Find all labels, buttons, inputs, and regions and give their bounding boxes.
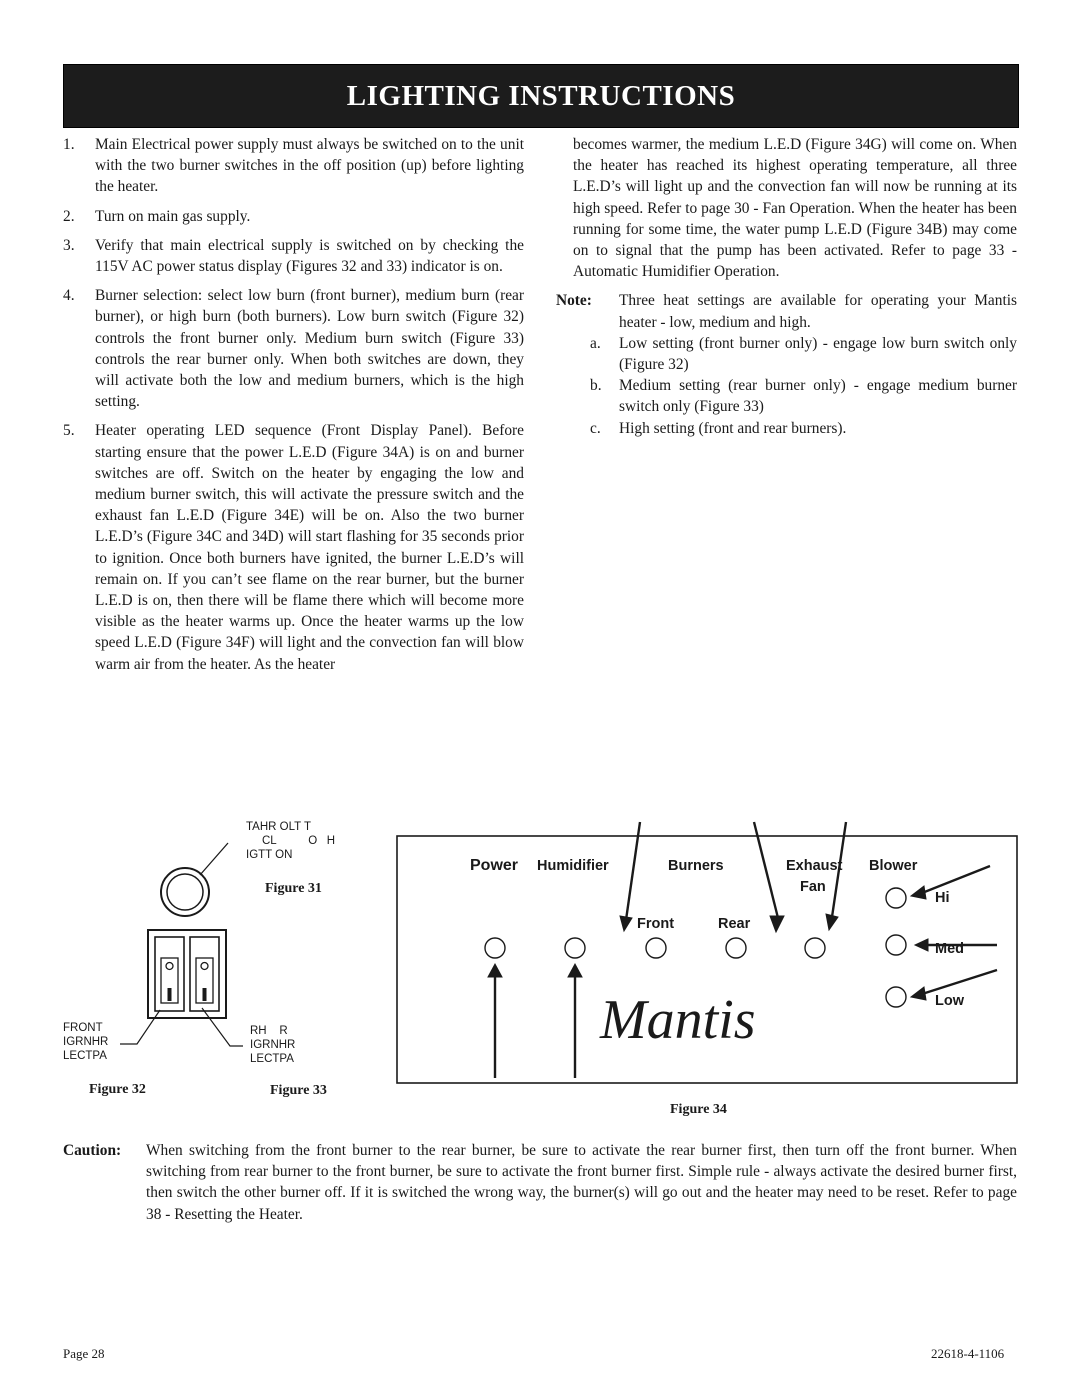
page-title: LIGHTING INSTRUCTIONS: [346, 80, 736, 112]
step-number: 5.: [63, 422, 75, 440]
blower-med-led-icon: [886, 935, 906, 955]
burners-label: Burners: [668, 858, 724, 874]
label-line: TAHR OLT T: [246, 821, 311, 833]
front-label: Front: [637, 916, 675, 932]
label-line: LECTPA: [63, 1050, 107, 1062]
label-line: RH R: [250, 1025, 288, 1037]
figure-33-caption: Figure 33: [270, 1083, 327, 1098]
label-line: LECTPA: [250, 1053, 294, 1065]
note-item-letter: b.: [590, 377, 602, 395]
label-line: CL O H: [262, 835, 336, 847]
mantis-logo: Mantis: [600, 989, 756, 1051]
step-number: 4.: [63, 287, 75, 305]
humidifier-label: Humidifier: [537, 858, 609, 874]
fan-label: Fan: [800, 879, 826, 895]
step-number: 3.: [63, 236, 75, 254]
label-line: FRONT: [63, 1022, 103, 1034]
note-item-letter: a.: [590, 334, 601, 352]
step-text: Verify that main electrical supply is switched on by checking the 115V AC power status display (Figures 32 and 33) indicator is on.: [95, 236, 524, 276]
caution-block: [63, 1140, 1017, 1225]
power-led-icon: [485, 938, 505, 958]
step-text: Burner selection: select low burn (front burner), medium burn (rear burner), or high burn (both burners). Low burn switch (Figure 32) controls the front burner only. Medium burn switch (Figure 33) controls the rear burner only. When both switches are down, they will activate both the low and medium burners, which is the high setting.: [95, 287, 524, 411]
blower-hi-led-icon: [886, 888, 906, 908]
label-line: IGRNHR: [63, 1036, 109, 1048]
note-item-letter: c.: [590, 419, 601, 437]
step-number: 1.: [63, 136, 75, 153]
exhaust-fan-led-icon: [805, 938, 825, 958]
med-label: Med: [935, 941, 964, 957]
step-number: 2.: [63, 207, 75, 225]
exhaust-label: Exhaust: [786, 858, 843, 874]
label-line: IGTT ON: [246, 849, 293, 861]
hi-label: Hi: [935, 890, 950, 906]
note-item-text: High setting (front and rear burners).: [619, 419, 847, 437]
step-5-continued: becomes warmer, the medium L.E.D (Figure 34G) will come on. When the heater has reached its highest operating temperature, all three L.E.D’s will light up and the convection fan will now be running at its high speed. Refer to page 30 - Fan Operation. When the heater has been running for some time, the water pump L.E.D (Figure 34B) may come on to signal that the pump has been activated. Refer to page 33 - Automatic Humidifier Operation.: [573, 136, 1017, 281]
step-text: Heater operating LED sequence (Front Display Panel). Before starting ensure that the power L.E.D (Figure 34A) is on and burner switches are off. Switch on the heater by engaging the low and medium burner switch, this will activate the pressure switch and the exhaust fan L.E.D (Figure 34E) will be on. Also the two burner L.E.D’s (Figure 34C and 34D) will start flashing for 35 seconds prior to ignition. Once both burners have ignited, the burner L.E.D’s will remain on. If you can’t see flame on the rear burner, but the burner L.E.D is on, then there will be flame there which will become more visible as the heater warms up. Once the heater warms up the low speed L.E.D (Figure 34F) will light and the convection fan will blow warm air from the heater. As the heater: [95, 422, 524, 673]
figure-34-caption: Figure 34: [670, 1102, 727, 1117]
figure-32-caption: Figure 32: [89, 1082, 146, 1097]
blower-label: Blower: [869, 858, 918, 874]
figure-31-caption: Figure 31: [265, 881, 322, 896]
power-label: Power: [470, 857, 519, 874]
step-text: Main Electrical power supply must always be switched on to the unit with the two burner switches in the off position (up) before lighting the heater.: [95, 136, 524, 196]
step-text: Turn on main gas supply.: [95, 207, 251, 225]
caution-label: Caution:: [63, 1142, 122, 1159]
page-number: Page 28: [63, 1346, 105, 1361]
low-label: Low: [935, 993, 964, 1009]
note-label: Note:: [556, 292, 592, 310]
note-text: Three heat settings are available for operating your Mantis heater - low, medium and high.: [619, 292, 1017, 331]
label-line: IGRNHR: [250, 1039, 296, 1051]
front-burner-led-icon: [646, 938, 666, 958]
blower-low-led-icon: [886, 987, 906, 1007]
humidifier-led-icon: [565, 938, 585, 958]
rear-label: Rear: [718, 916, 751, 932]
rear-burner-led-icon: [726, 938, 746, 958]
caution-text: When switching from the front burner to the rear burner, be sure to activate the rear burner first, then turn off the front burner. When switching from rear burner to the front burner, be sure to activate the front burner first. Simple rule - always activate the desired burner first, then switch the other burner off. If it is switched the wrong way, the burner(s) will go out and the heater may need to be reset. Refer to page 38 - Resetting the Heater.: [146, 1142, 1017, 1223]
document-number: 22618-4-1106: [931, 1346, 1005, 1361]
note-item-text: Low setting (front burner only) - engage low burn switch only (Figure 32): [619, 334, 1017, 374]
note-item-text: Medium setting (rear burner only) - engage medium burner switch only (Figure 33): [619, 377, 1017, 416]
